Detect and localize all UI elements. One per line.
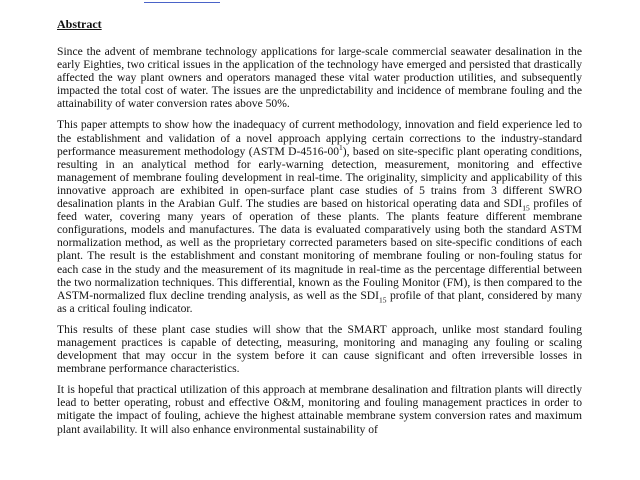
paragraph-2-text-a: This paper attempts to show how the inadequacy of current methodology, innovation and field experience led to the establishment and validation of a novel approach applying certain corrections to the industry-standard performance measurement methodology (ASTM D-4516-00 [57,118,582,158]
footnote-ref-1: 1 [339,142,343,152]
sdi-subscript: 15 [379,295,387,304]
paragraph-2-text-d: profile of that plant, considered by many as a critical fouling indicator. [57,288,582,315]
sdi-subscript: 15 [522,203,530,213]
abstract-heading: Abstract [57,17,102,31]
abstract-paragraph-4: It is hopeful that practical utilization of this approach at membrane desalination and filtration plants will directly lead to better operating, robust and effective O&M, monitoring and fouling management practices in order to mitigate the impact of fouling, achieve the highest attainable membrane system conversion rates and maximum plant availability. It will also enhance environmental sustainability of [57,383,582,436]
abstract-paragraph-3: This results of these plant case studies will show that the SMART approach, unlike most standard fouling management practices is capable of detecting, measuring, monitoring and managing any fouling or scaling development that may occur in the system before it can cause significant and often irreversible losses in membrane performance characteristics. [57,322,582,376]
paragraph-2-text-c: profiles of feed water, covering many years of operation of these plants. The plants feature different membrane configurations, models and manufactures. The data is evaluated comparatively using both the standard ASTM normalization method, as well as the proprietary corrected parameters based on site-specific conditions of each plant. The result is the establishment and constant monitoring of membrane fouling or non-fouling status for each case in the study and the measurement of its magnitude in real-time as the percentage differential between the two normalization techniques. This differential, known as the Fouling Monitor (FM), is then compared to the ASTM-normalized flux decline trending analysis, as well as the SDI [57,197,582,302]
abstract-paragraph-1: Since the advent of membrane technology applications for large-scale commercial seawater desalination in the early Eighties, two critical issues in the application of the technology have emerged and persisted that drastically affected the way plant owners and operators managed these vital water production utilities, and subsequently impacted the total cost of water. The issues are the unpredictability and incidence of membrane fouling and the attainability of water conversion rates above 50%. [57,45,582,111]
paragraph-2-text-b: ), based on site-specific plant operating conditions, resulting in an analytical method for early-warning detection, measurement, monitoring and effective management of membrane fouling development in real-time. The originality, simplicity and applicability of this innovative approach are exhibited in open-surface plant case studies of 5 trains from 3 different SWRO desalination plants in the Arabian Gulf. The studies are based on historical operating data and SDI [57,144,583,211]
abstract-section [57,0,582,436]
abstract-paragraph-2 [57,118,582,314]
